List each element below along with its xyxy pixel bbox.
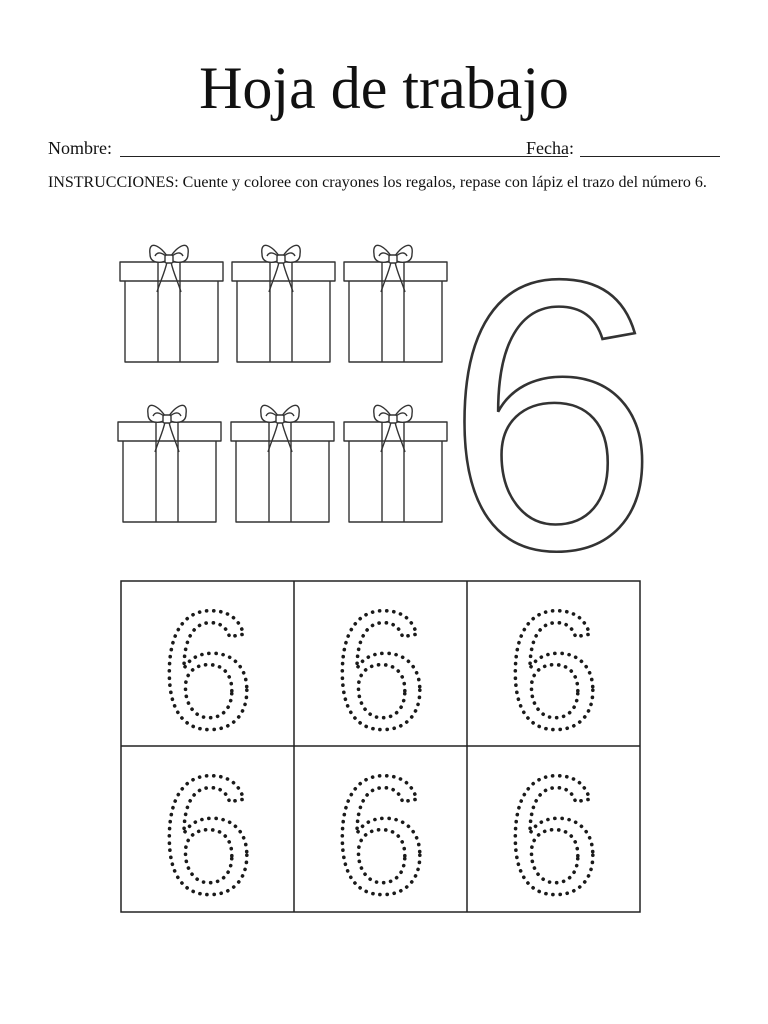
- big-numeral-six: 6: [444, 199, 660, 630]
- tracing-digit-six: 6: [160, 741, 255, 929]
- worksheet-title: Hoja de trabajo: [199, 55, 569, 121]
- date-label: Fecha:: [526, 138, 574, 158]
- tracing-digit-six: 6: [506, 741, 601, 929]
- tracing-digit-six: 6: [160, 576, 255, 764]
- gift-icon: [232, 245, 335, 362]
- tracing-digits: [161, 576, 600, 929]
- gift-icon: [120, 245, 223, 362]
- tracing-digit-six: 6: [333, 576, 428, 764]
- gift-icon: [118, 405, 221, 522]
- instructions-text: INSTRUCCIONES: Cuente y coloree con crayones los regalos, repase con lápiz el trazo del número 6.: [48, 174, 707, 191]
- tracing-digit-six: 6: [506, 576, 601, 764]
- gift-icon: [344, 405, 447, 522]
- tracing-digit-six: 6: [333, 741, 428, 929]
- gift-icon: [231, 405, 334, 522]
- name-label: Nombre:: [48, 138, 112, 158]
- gift-icon: [344, 245, 447, 362]
